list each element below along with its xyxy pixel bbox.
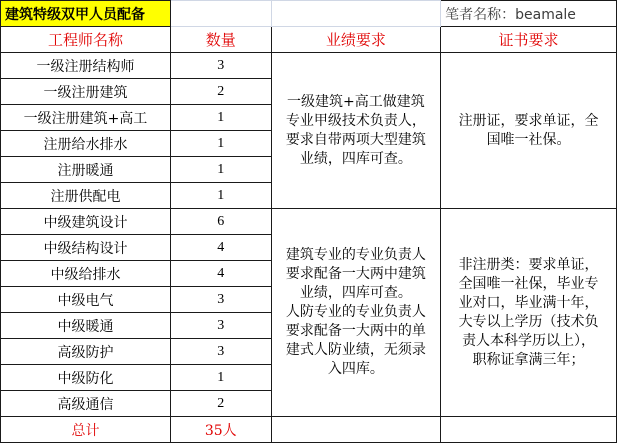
header-name[interactable]: 工程师名称	[1, 27, 171, 53]
engineer-qty[interactable]: 6	[170, 209, 271, 235]
engineer-qty[interactable]: 1	[170, 105, 271, 131]
header-performance[interactable]: 业绩要求	[271, 27, 441, 53]
engineer-name[interactable]: 一级注册结构师	[1, 53, 171, 79]
engineer-qty[interactable]: 2	[170, 391, 271, 417]
engineer-name[interactable]: 注册暖通	[1, 157, 171, 183]
engineer-qty[interactable]: 4	[170, 235, 271, 261]
performance-requirement-intermediate[interactable]: 建筑专业的专业负责人 要求配备一大两中建筑 业绩，四库可查。 人防专业的专业负责人 要求配备一大两中的单 建式人防业绩，无须录 入四库。	[271, 209, 441, 417]
engineer-qty[interactable]: 1	[170, 131, 271, 157]
table-row	[1, 209, 617, 235]
author-label[interactable]: 笔者名称：beamale	[441, 1, 617, 27]
engineer-name[interactable]: 中级结构设计	[1, 235, 171, 261]
engineer-qty[interactable]: 3	[170, 339, 271, 365]
engineer-qty[interactable]: 3	[170, 53, 271, 79]
engineer-name[interactable]: 中级建筑设计	[1, 209, 171, 235]
engineer-name[interactable]: 中级给排水	[1, 261, 171, 287]
header-row	[1, 27, 617, 53]
engineer-qty[interactable]: 1	[170, 183, 271, 209]
engineer-name[interactable]: 注册供配电	[1, 183, 171, 209]
engineer-name[interactable]: 中级防化	[1, 365, 171, 391]
certificate-requirement-registered[interactable]: 注册证，要求单证，全 国唯一社保。	[441, 53, 617, 209]
engineer-qty[interactable]: 1	[170, 365, 271, 391]
empty-cell[interactable]	[271, 417, 441, 443]
total-qty[interactable]: 35人	[170, 417, 271, 443]
empty-cell[interactable]	[170, 1, 271, 27]
engineer-name[interactable]: 高级通信	[1, 391, 171, 417]
table-row	[1, 53, 617, 79]
engineer-name[interactable]: 注册给水排水	[1, 131, 171, 157]
empty-cell[interactable]	[441, 417, 617, 443]
engineer-name[interactable]: 中级电气	[1, 287, 171, 313]
header-qty[interactable]: 数量	[170, 27, 271, 53]
engineer-qty[interactable]: 2	[170, 79, 271, 105]
engineer-qty[interactable]: 1	[170, 157, 271, 183]
performance-requirement-registered[interactable]: 一级建筑+高工做建筑 专业甲级技术负责人， 要求自带两项大型建筑 业绩，四库可查。	[271, 53, 441, 209]
engineer-name[interactable]: 高级防护	[1, 339, 171, 365]
engineer-name[interactable]: 一级注册建筑+高工	[1, 105, 171, 131]
total-row	[1, 417, 617, 443]
engineer-name[interactable]: 中级暖通	[1, 313, 171, 339]
engineer-qty[interactable]: 3	[170, 287, 271, 313]
empty-cell[interactable]	[271, 1, 441, 27]
title-row	[1, 1, 617, 27]
engineer-qty[interactable]: 3	[170, 313, 271, 339]
total-label[interactable]: 总计	[1, 417, 171, 443]
certificate-requirement-intermediate[interactable]: 非注册类：要求单证， 全国唯一社保，毕业专 业对口，毕业满十年， 大专以上学历（技术负 责人本科学历以上）， 职称证拿满三年；	[441, 209, 617, 417]
sheet-title[interactable]: 建筑特级双甲人员配备	[1, 1, 171, 27]
engineer-name[interactable]: 一级注册建筑	[1, 79, 171, 105]
engineer-qty[interactable]: 4	[170, 261, 271, 287]
header-certificate[interactable]: 证书要求	[441, 27, 617, 53]
